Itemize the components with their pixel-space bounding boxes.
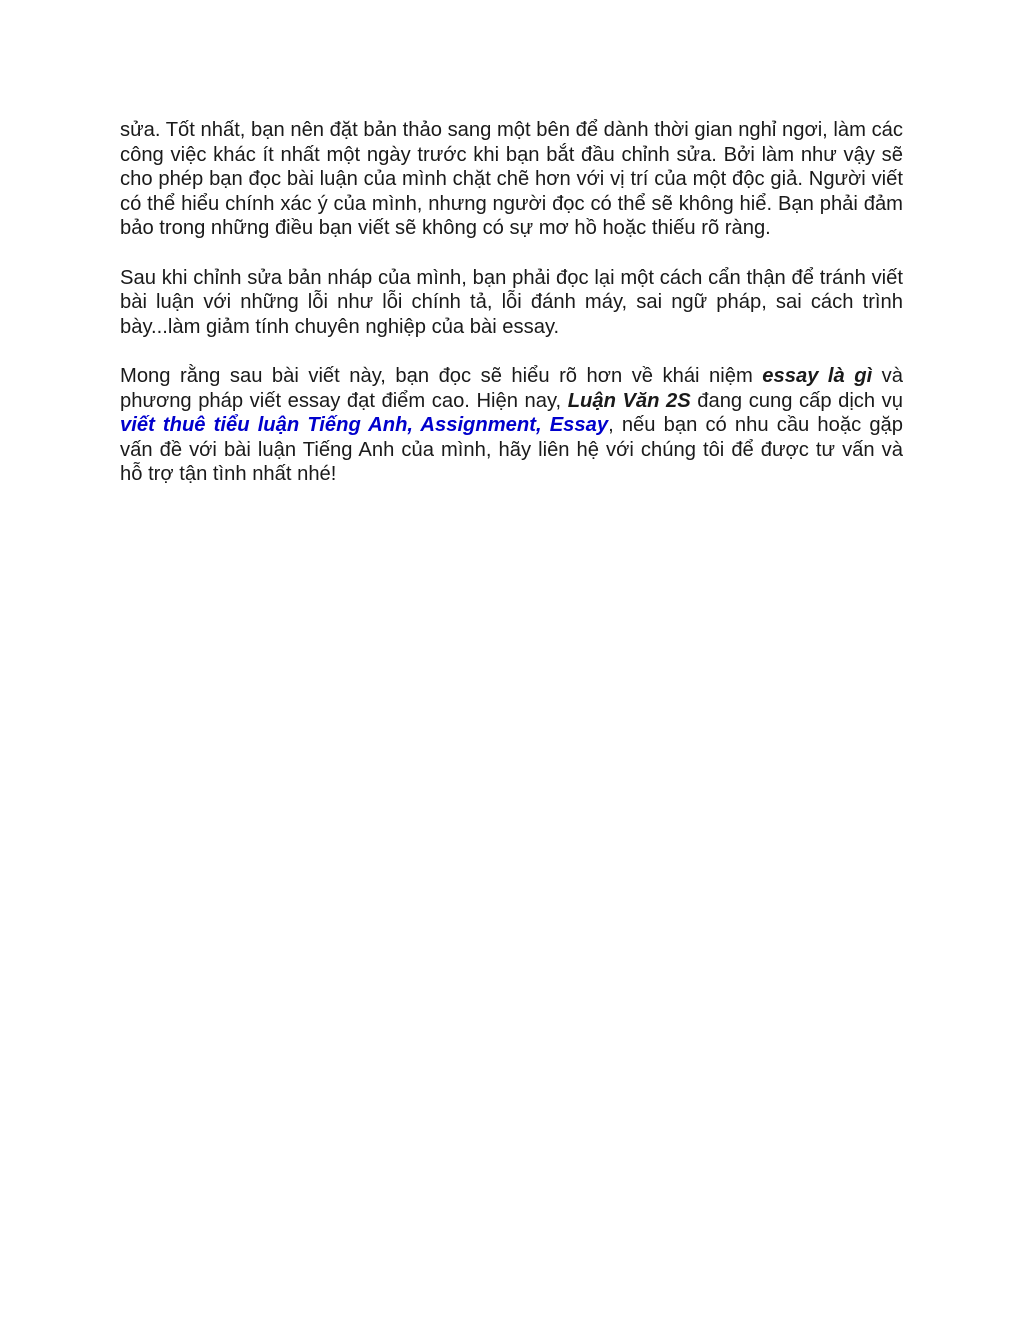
conclusion-text-3: đang cung cấp dịch vụ (690, 389, 903, 412)
conclusion-text-2: và phương pháp viết essay đạt điểm cao. Hiện nay, (120, 364, 903, 412)
conclusion-text-1: Mong rằng sau bài viết này, bạn đọc sẽ hiểu rõ hơn về khái niệm (120, 364, 763, 387)
paragraph-proofreading: Sau khi chỉnh sửa bản nháp của mình, bạn phải đọc lại một cách cẩn thận để tránh viết bài luận với những lỗi như lỗi chính tả, lỗi đánh máy, sai ngữ pháp, sai cách trình bày...làm giảm tính chuyên nghiệp của bài essay. (120, 266, 903, 338)
emphasis-brand-name: Luận Văn 2S (567, 389, 691, 412)
document-page (120, 118, 903, 512)
paragraph-editing-advice: sửa. Tốt nhất, bạn nên đặt bản thảo sang một bên để dành thời gian nghỉ ngơi, làm các công việc khác ít nhất một ngày trước khi bạn bắt đầu chỉnh sửa. Bởi làm như vậy sẽ cho phép bạn đọc bài luận của mình chặt chẽ hơn với vị trí của một độc giả. Người viết có thể hiểu chính xác ý của mình, nhưng người đọc có thể sẽ không hiể. Bạn phải đảm bảo trong những điều bạn viết sẽ không có sự mơ hồ hoặc thiếu rõ ràng. (120, 119, 903, 240)
conclusion-text-4: , nếu bạn có nhu cầu hoặc gặp vấn đề với bài luận Tiếng Anh của mình, hãy liên hệ với chúng tôi để được tư vấn và hỗ trợ tận tình nhất nhé! (120, 414, 904, 486)
service-link[interactable]: viết thuê tiểu luận Tiếng Anh, Assignment, Essay (120, 414, 609, 437)
paragraph-conclusion (120, 364, 903, 487)
emphasis-essay-la-gi: essay là gì (762, 364, 873, 387)
